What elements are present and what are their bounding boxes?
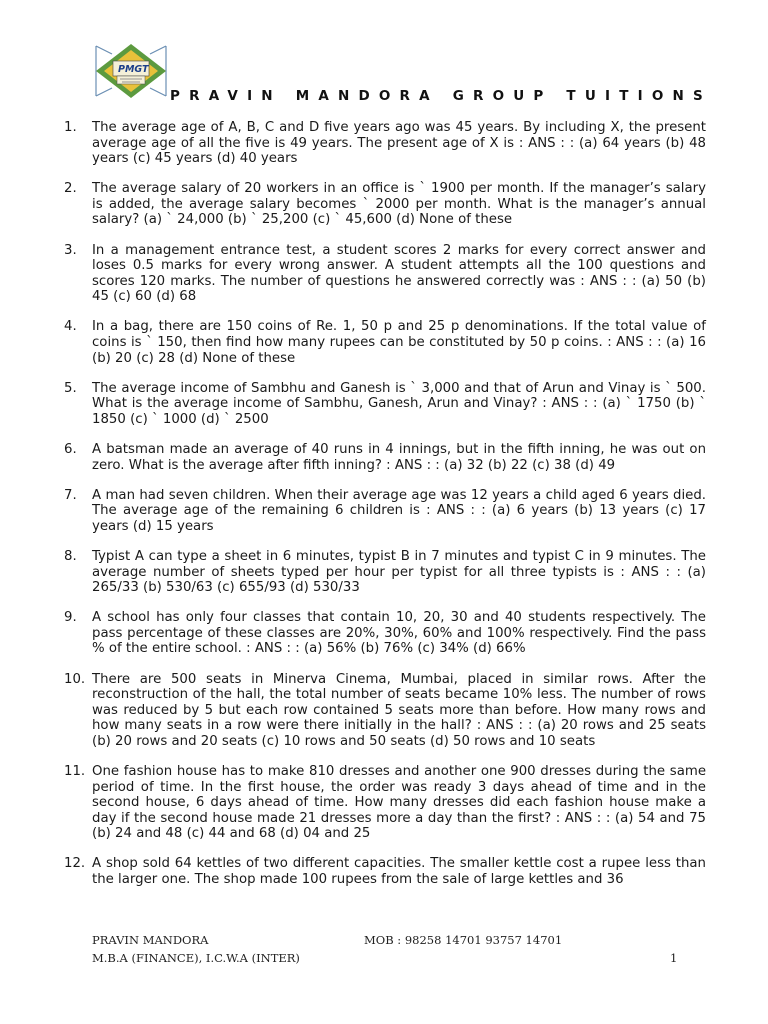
question-item [64,672,706,750]
question-item [64,381,706,428]
question-number: 5. [64,380,77,396]
question-list [64,120,706,902]
question-item [64,764,706,842]
question-text: In a management entrance test, a student scores 2 marks for every correct answer and loses 0.5 marks for every wrong answer. A student attempts all the 100 questions and scores 120 marks. The number of questions he answered correctly was : ANS : : (a) 50 (b) 45 (c) 60 (d) 68 [92,242,706,305]
pmgt-logo [92,42,170,100]
question-number: 2. [64,181,77,197]
question-number: 4. [64,319,77,335]
question-text: Typist A can type a sheet in 6 minutes, typist B in 7 minutes and typist C in 9 minutes. The average number of sheets typed per hour per typist for all three typists is : ANS : : (a) 265/33 (b) 530/63 (c) 655/93 (d) 530/33 [92,548,706,596]
question-number: 8. [64,548,77,564]
question-number: 11. [64,764,86,779]
logo-text: PMGT [118,64,149,75]
question-number: 3. [64,242,77,258]
question-number: 10. [64,671,86,687]
question-number: 7. [64,487,77,503]
footer-line-1 [92,933,692,947]
question-number: 1. [64,120,77,135]
question-item [64,549,706,596]
question-text: A man had seven children. When their average age was 12 years a child aged 6 years died. The average age of the remaining 6 children is : ANS : : (a) 6 years (b) 13 years (c) 17 years (d) 15 years [92,487,706,534]
question-text: One fashion house has to make 810 dresses and another one 900 dresses during the same period of time. In the first house, the order was ready 3 days ahead of time and in the second house, 6 days ahead of time. How many dresses did each fashion house make a day if the second house made 21 dresses more a day than the first? : ANS : : (a) 54 and 75 (b) 24 and 48 (c) 44 and 68 (d) 04 and 25 [92,764,706,842]
question-number: 6. [64,442,77,457]
question-text: The average age of A, B, C and D five years ago was 45 years. By including X, the present average age of all the five is 49 years. The present age of X is : ANS : : (a) 64 years (b) 48 years (c) 45 years (d) 40 years [92,120,706,167]
page-title: PRAVIN MANDORA GROUP TUITIONS [170,88,712,104]
question-text: The average income of Sambhu and Ganesh is ` 3,000 and that of Arun and Vinay is ` 500. What is the average income of Sambhu, Ganesh, Arun and Vinay? : ANS : : (a) ` 1750 (b) ` 1850 (c) ` 1000 (d) ` 2500 [92,380,706,427]
footer-qualification: M.B.A (FINANCE), I.C.W.A (INTER) [92,951,300,965]
question-item [64,856,706,887]
question-item [64,243,706,305]
question-text: There are 500 seats in Minerva Cinema, Mumbai, placed in similar rows. After the reconstruction of the hall, the total number of seats became 10% less. The number of rows was reduced by 5 but each row contained 5 seats more than before. How many rows and how many seats in a row were there initially in the hall? : ANS : : (a) 20 rows and 25 seats (b) 20 rows and 20 seats (c) 10 rows and 50 seats (d) 50 rows and 10 seats [92,671,706,749]
question-item [64,610,706,657]
question-text: A school has only four classes that contain 10, 20, 30 and 40 students respectively. The pass percentage of these classes are 20%, 30%, 60% and 100% respectively. Find the pass % of the entire school. : ANS : : (a) 56% (b) 76% (c) 34% (d) 66% [92,610,706,657]
question-item [64,442,706,473]
question-item [64,120,706,167]
question-number: 12. [64,856,86,872]
question-number: 9. [64,610,77,626]
page-number: 1 [670,951,678,965]
footer-mobile: MOB : 98258 14701 93757 14701 [364,933,563,947]
question-text: A batsman made an average of 40 runs in 4 innings, but in the fifth inning, he was out on zero. What is the average after fifth inning? : ANS : : (a) 32 (b) 22 (c) 38 (d) 49 [92,442,706,473]
question-text: In a bag, there are 150 coins of Re. 1, 50 p and 25 p denominations. If the total value of coins is ` 150, then find how many rupees can be constituted by 50 p coins. : ANS : : (a) 16 (b) 20 (c) 28 (d) None of these [92,319,706,366]
question-item [64,319,706,366]
footer-line-2 [92,951,692,965]
question-item [64,181,706,228]
question-item [64,488,706,535]
question-text: A shop sold 64 kettles of two different capacities. The smaller kettle cost a rupee less than the larger one. The shop made 100 rupees from the sale of large kettles and 36 [92,856,706,888]
question-text: The average salary of 20 workers in an office is ` 1900 per month. If the manager’s salary is added, the average salary becomes ` 2000 per month. What is the manager’s annual salary? (a) ` 24,000 (b) ` 25,200 (c) ` 45,600 (d) None of these [92,181,706,228]
footer-name: PRAVIN MANDORA [92,933,209,947]
